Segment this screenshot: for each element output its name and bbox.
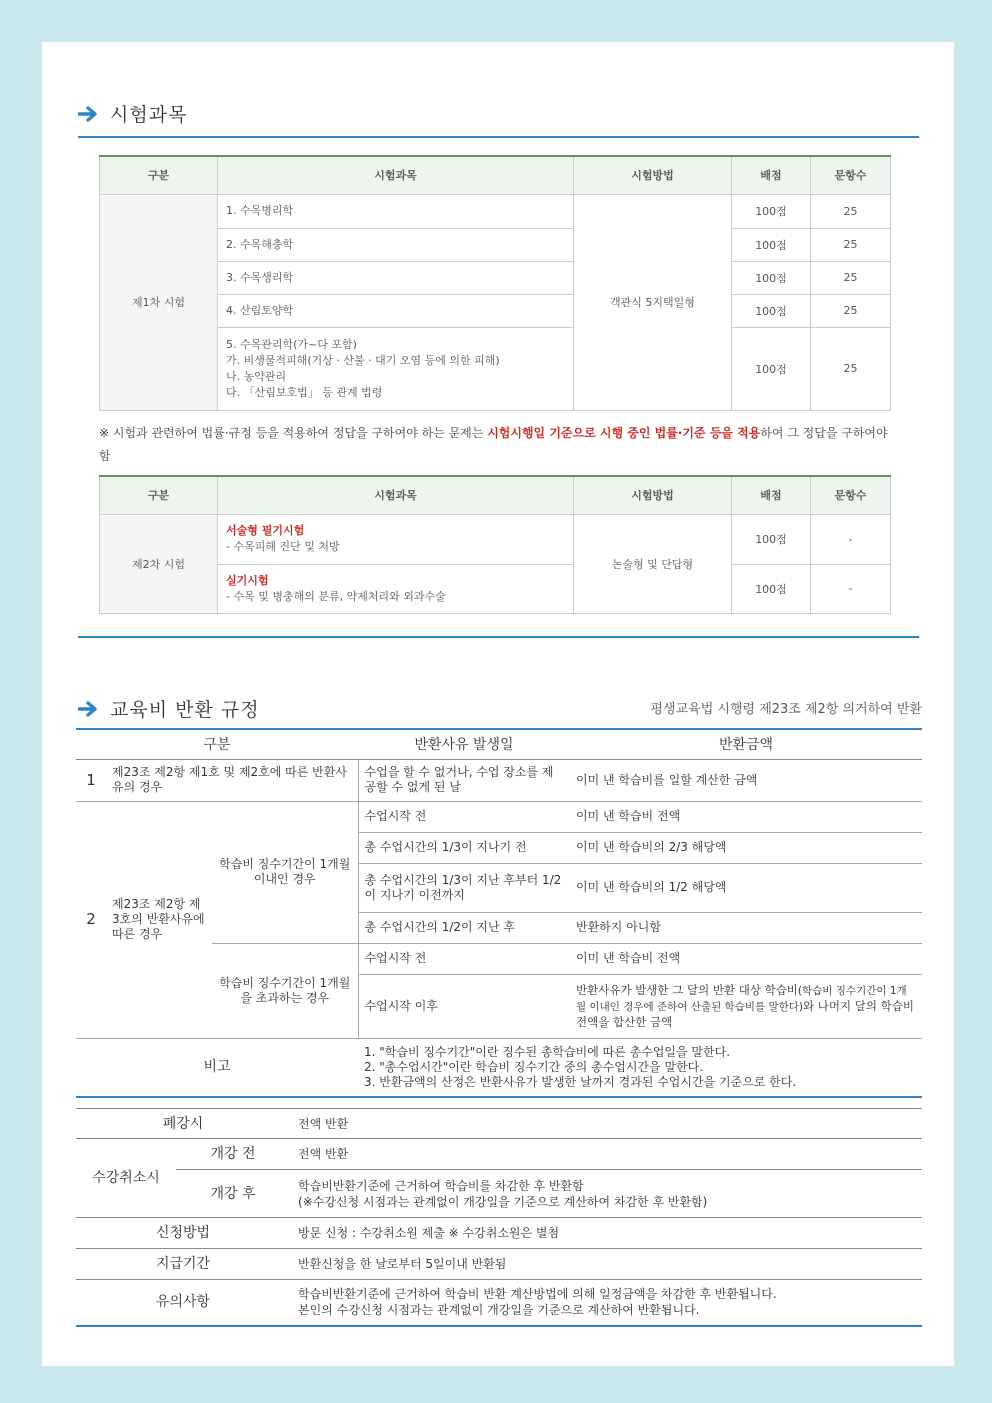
refund-policy-table	[76, 1108, 922, 1327]
header-subject: 시험과목	[218, 476, 574, 514]
caution-value	[290, 1280, 922, 1326]
closure-label: 폐강시	[76, 1109, 290, 1139]
apply-value: 방문 신청 : 수강취소원 제출 ※ 수강취소원은 별첨	[290, 1218, 922, 1249]
header-subject: 시험과목	[218, 156, 574, 194]
exam-category-cell: 제1차 시험	[100, 194, 218, 410]
count-cell: -	[811, 564, 891, 613]
payment-value: 반환신청을 한 날로부터 5일이내 반환됨	[290, 1249, 922, 1280]
header-count: 문항수	[811, 156, 891, 194]
section-refund-header	[78, 695, 260, 722]
subject-title: 서술형 필기시험	[226, 524, 305, 537]
group-label: 학습비 징수기간이 1개월을 초과하는 경우	[212, 943, 358, 1038]
exam-category-cell: 제2차 시험	[100, 514, 218, 613]
note-highlight: 시험시행일 기준으로 시행 중인 법률·기준 등을 적용	[487, 426, 761, 440]
count-cell: 25	[811, 294, 891, 327]
subject-cell: 4. 산림토양학	[218, 294, 574, 327]
after-line: (※수강신청 시점과는 관계없이 개강일을 기준으로 계산하여 차감한 후 반환함)	[298, 1194, 708, 1209]
subject-cell: 1. 수목병리학	[218, 194, 574, 228]
reason-cell: 수업시작 전	[358, 943, 570, 974]
header-method: 시험방법	[574, 156, 732, 194]
after-line: 학습비반환기준에 근거하여 학습비를 차감한 후 반환함	[298, 1178, 584, 1193]
reason-cell: 총 수업시간의 1/3이 지나기 전	[358, 832, 570, 863]
subject-title: 실기시험	[226, 573, 269, 587]
subject-cell	[218, 514, 574, 564]
section-divider	[78, 636, 919, 638]
arrow-right-icon	[78, 701, 98, 717]
header-category: 구분	[76, 729, 358, 759]
first-exam-table	[99, 155, 891, 411]
header-score: 배점	[732, 476, 811, 514]
amount-cell: 이미 낸 학습비 전액	[570, 943, 922, 974]
header-score: 배점	[732, 156, 811, 194]
count-cell: 25	[811, 327, 891, 410]
header-count: 문항수	[811, 476, 891, 514]
section-exam-subjects-header	[78, 100, 187, 127]
subject-cell	[218, 564, 574, 613]
section-divider	[78, 136, 919, 138]
score-cell: 100점	[732, 261, 811, 294]
subject-cell: 3. 수목생리학	[218, 261, 574, 294]
score-cell: 100점	[732, 514, 811, 564]
header-reason: 반환사유 발생일	[358, 729, 570, 759]
header-amount: 반환금액	[570, 729, 922, 759]
amount-cell: 이미 낸 학습비의 1/2 해당액	[570, 863, 922, 912]
legal-reference: 평생교육법 시행령 제23조 제2항 의거하여 반환	[650, 702, 922, 717]
subject-cell: 2. 수목해충학	[218, 228, 574, 261]
group-label: 학습비 징수기간이 1개월 이내인 경우	[212, 801, 358, 943]
row-number: 2	[76, 801, 106, 1038]
count-cell: 25	[811, 228, 891, 261]
subject-line: 나. 농약관리	[226, 369, 287, 383]
subject-line: 가. 비생물적피해(기상 · 산불 · 대기 오염 등에 의한 피해)	[226, 353, 500, 367]
section-title: 교육비 반환 규정	[110, 699, 260, 721]
remark-line: 1. "학습비 징수기간"이란 징수된 총학습비에 따른 총수업일을 말한다.	[364, 1044, 731, 1059]
score-cell: 100점	[732, 327, 811, 410]
subject-desc: - 수목 및 병충해의 분류, 약제처리와 외과수술	[226, 589, 446, 603]
row-number: 1	[76, 759, 106, 801]
remarks-cell	[358, 1038, 922, 1097]
exam-method-cell: 논술형 및 단답형	[574, 514, 732, 613]
amount-paren: (학습비 징수기간이 1개월 이내인 경우에 준하여 산출된 학습비를 말한다)	[576, 984, 907, 1013]
count-cell: 25	[811, 194, 891, 228]
header-category: 구분	[100, 156, 218, 194]
reason-cell: 수업시작 이후	[358, 974, 570, 1038]
count-cell: 25	[811, 261, 891, 294]
note-text: ※ 시험과 관련하여 법률·규정 등을 적용하여 정답을 구하여야 하는 문제는	[99, 426, 488, 440]
remark-line: 3. 반환금액의 산정은 반환사유가 발생한 날까지 경과된 수업시간을 기준으로 한다.	[364, 1074, 797, 1089]
amount-cell: 이미 낸 학습비 전액	[570, 801, 922, 832]
note-text-end: 하여 그 정답을 구하여야 함	[99, 426, 888, 463]
exam-method-cell: 객관식 5지택일형	[574, 194, 732, 410]
section-title: 시험과목	[110, 104, 188, 126]
subject-desc: - 수목피해 진단 및 처방	[226, 540, 340, 553]
law-application-note	[99, 422, 899, 468]
remarks-label: 비고	[76, 1038, 358, 1097]
amount-main: 반환사유가 발생한 그 달의 반환 대상 학습비	[576, 982, 798, 997]
caution-label: 유의사항	[76, 1280, 290, 1326]
arrow-right-icon	[78, 106, 98, 122]
subject-cell-multiline	[218, 327, 574, 410]
payment-label: 지급기간	[76, 1249, 290, 1280]
reason-cell: 총 수업시간의 1/3이 지난 후부터 1/2이 지나기 이전까지	[358, 863, 570, 912]
before-label: 개강 전	[176, 1139, 290, 1170]
apply-label: 신청방법	[76, 1218, 290, 1249]
header-category: 구분	[100, 476, 218, 514]
after-label: 개강 후	[176, 1170, 290, 1218]
amount-cell: 이미 낸 학습비의 2/3 해당액	[570, 832, 922, 863]
amount-cell: 반환하지 아니함	[570, 912, 922, 943]
subject-line: 다. 「산림보호법」 등 관계 법령	[226, 385, 383, 399]
reason-cell: 수업을 할 수 없거나, 수업 장소를 제공할 수 없게 된 날	[358, 759, 570, 801]
count-cell: -	[811, 514, 891, 564]
category-cell: 제23조 제2항 제3호의 반환사유에 따른 경우	[106, 801, 212, 1038]
second-exam-table	[99, 475, 891, 614]
before-value: 전액 반환	[290, 1139, 922, 1170]
closure-value: 전액 반환	[290, 1109, 922, 1139]
amount-cell: 이미 낸 학습비를 일할 계산한 금액	[570, 759, 922, 801]
score-cell: 100점	[732, 294, 811, 327]
category-cell: 제23조 제2항 제1호 및 제2호에 따른 반환사유의 경우	[106, 759, 358, 801]
caution-line: 학습비반환기준에 근거하여 학습비 반환 계산방법에 의해 일정금액을 차감한 후 반환됩니다.	[298, 1287, 777, 1302]
subject-line: 5. 수목관리학(가~다 포함)	[226, 337, 357, 351]
header-method: 시험방법	[574, 476, 732, 514]
amount-cell	[570, 974, 922, 1038]
reason-cell: 수업시작 전	[358, 801, 570, 832]
after-value	[290, 1170, 922, 1218]
score-cell: 100점	[732, 564, 811, 613]
remark-line: 2. "총수업시간"이란 학습비 징수기간 중의 총수업시간을 말한다.	[364, 1059, 704, 1074]
score-cell: 100점	[732, 194, 811, 228]
reason-cell: 총 수업시간의 1/2이 지난 후	[358, 912, 570, 943]
cancel-label: 수강취소시	[76, 1139, 176, 1218]
caution-line: 본인의 수강신청 시점과는 관계없이 개강일을 기준으로 계산하여 반환됩니다.	[298, 1303, 700, 1318]
amount-tail: 와 나머지 달의 학습비 전액을 합산한 금액	[576, 998, 914, 1029]
refund-table	[76, 728, 922, 1098]
page	[42, 42, 954, 1366]
score-cell: 100점	[732, 228, 811, 261]
